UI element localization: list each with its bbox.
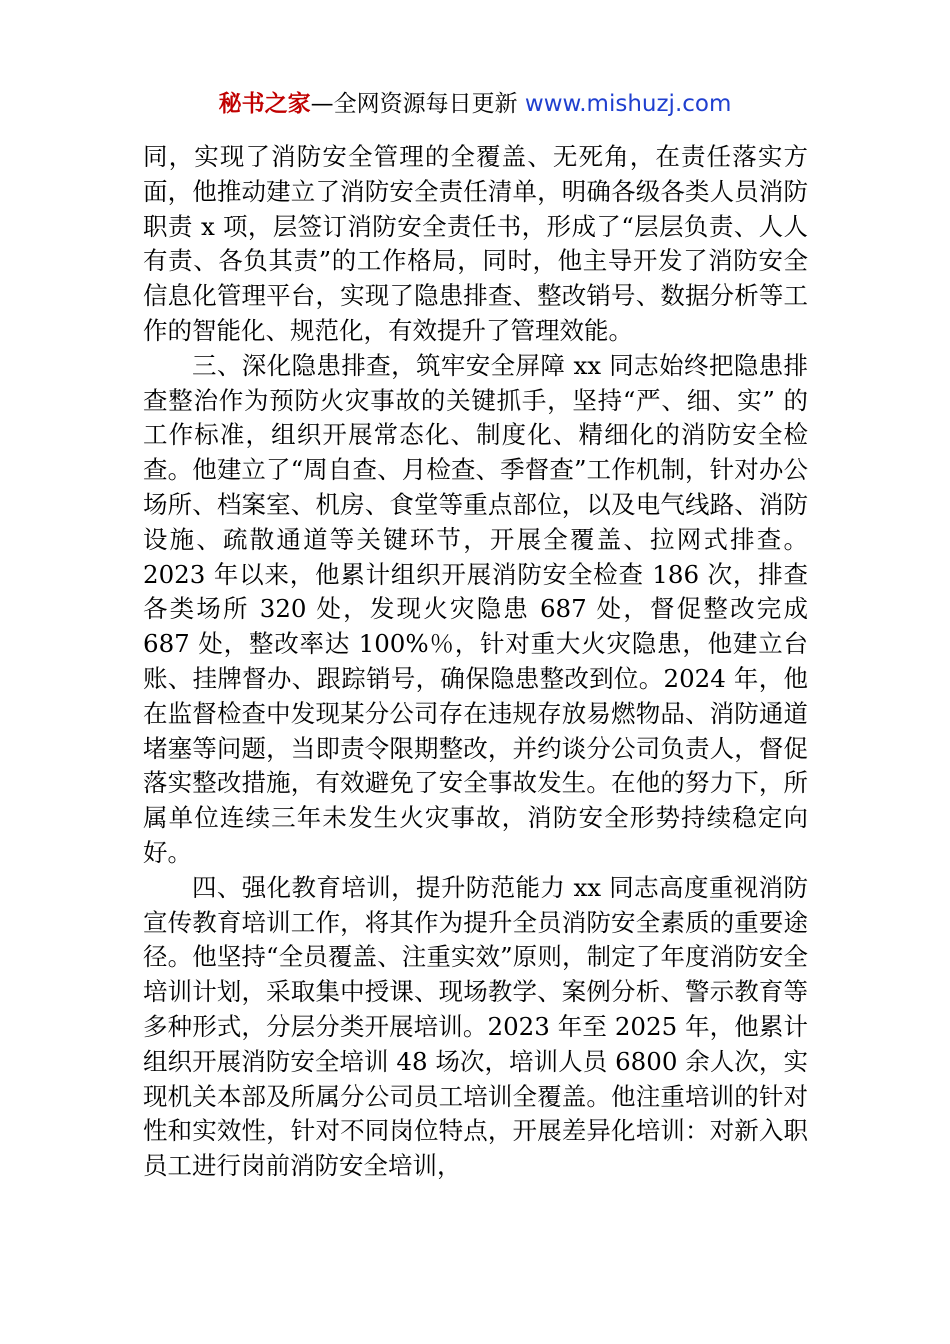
paragraph-section-three: 三、深化隐患排查，筑牢安全屏障 xx 同志始终把隐患排查整治作为预防火灾事故的关键抓手，坚持“严、细、实” 的工作标准，组织开展常态化、制度化、精细化的消防安全检查。他建立了“周自查、月检查、季督查”工作机制，针对办公场所、档案室、机房、食堂等重点部位，以及电气线路、消防设施、疏散通道等关键环节，开展全覆盖、拉网式排查。2023 年以来，他累计组织开展消防安全检查 186 次，排查各类场所 320 处，发现火灾隐患 687 处，督促整改完成 687 处，整改率达 100%％，针对重大火灾隐患，他建立台账、挂牌督办、跟踪销号，确保隐患整改到位。2024 年，他在监督检查中发现某分公司存在违规存放易燃物品、消防通道堵塞等问题，当即责令限期整改，并约谈分公司负责人，督促落实整改措施，有效避免了安全事故发生。在他的努力下，所属单位连续三年未发生火灾事故，消防安全形势持续稳定向好。	[143, 350, 808, 867]
header-brand: 秘书之家	[218, 91, 311, 117]
header-tagline: —全网资源每日更新	[310, 91, 525, 117]
header-site-link[interactable]: www.mishuzj.com	[524, 91, 732, 117]
document-body	[143, 140, 808, 1184]
paragraph-section-four: 四、强化教育培训，提升防范能力 xx 同志高度重视消防宣传教育培训工作，将其作为提升全员消防安全素质的重要途径。他坚持“全员覆盖、注重实效”原则，制定了年度消防安全培训计划，采取集中授课、现场教学、案例分析、警示教育等多种形式，分层分类开展培训。2023 年至 2025 年，他累计组织开展消防安全培训 48 场次，培训人员 6800 余人次，实现机关本部及所属分公司员工培训全覆盖。他注重培训的针对性和实效性，针对不同岗位特点，开展差异化培训：对新入职员工进行岗前消防安全培训，	[143, 872, 808, 1181]
page-header	[0, 88, 950, 120]
paragraph-continuation: 同，实现了消防安全管理的全覆盖、无死角，在责任落实方面，他推动建立了消防安全责任清单，明确各级各类人员消防职责 x 项，层签订消防安全责任书，形成了“层层负责、人人有责、各负其责”的工作格局，同时，他主导开发了消防安全信息化管理平台，实现了隐患排查、整改销号、数据分析等工作的智能化、规范化，有效提升了管理效能。	[143, 142, 808, 345]
